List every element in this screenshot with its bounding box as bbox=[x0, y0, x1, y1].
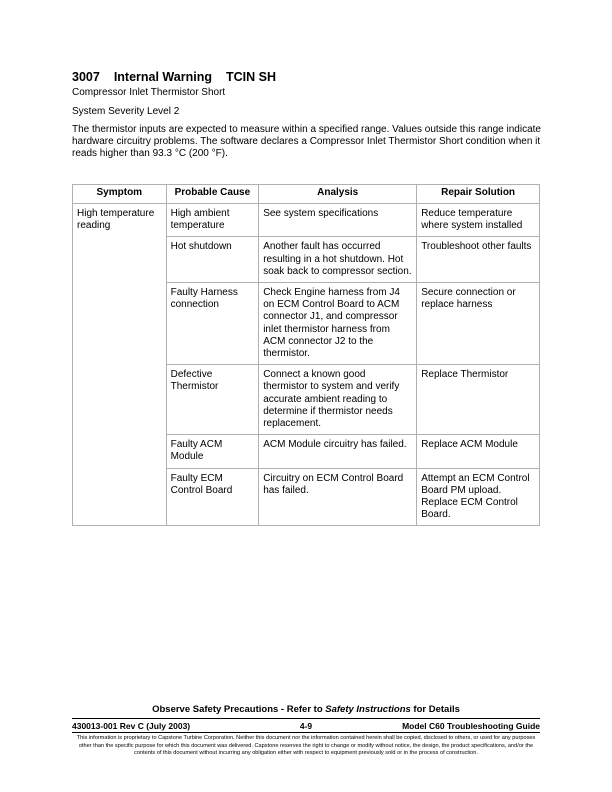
analysis-cell: Circuitry on ECM Control Board has failed. bbox=[259, 468, 417, 526]
symptom-cell: High temperature reading bbox=[73, 204, 167, 526]
footer-divider bbox=[72, 718, 540, 719]
fault-tag: TCIN SH bbox=[225, 70, 276, 84]
document-id: 430013-001 Rev C (July 2003) bbox=[72, 721, 191, 731]
analysis-cell: ACM Module circuitry has failed. bbox=[259, 435, 417, 468]
table-header-row bbox=[73, 185, 540, 204]
analysis-cell: Check Engine harness from J4 on ECM Control Board to ACM connector J1, and compressor inlet thermistor harness from ACM connector J2 to the thermistor. bbox=[259, 283, 417, 365]
fault-code: 3007 bbox=[72, 70, 100, 84]
troubleshooting-table bbox=[72, 184, 540, 526]
footer-divider-lower bbox=[72, 732, 540, 733]
solution-cell: Attempt an ECM Control Board PM upload. Replace ECM Control Board. bbox=[417, 468, 540, 526]
analysis-cell: Another fault has occurred resulting in a hot shutdown. Hot soak back to compressor section. bbox=[259, 237, 417, 283]
solution-cell: Reduce temperature where system installed bbox=[417, 204, 540, 237]
safety-notice bbox=[0, 704, 612, 715]
solution-cell: Replace ACM Module bbox=[417, 435, 540, 468]
solution-cell: Troubleshoot other faults bbox=[417, 237, 540, 283]
cause-cell: Faulty Harness connection bbox=[166, 283, 259, 365]
severity-level: System Severity Level 2 bbox=[72, 106, 180, 117]
cause-cell: Defective Thermistor bbox=[166, 365, 259, 435]
safety-prefix: Observe Safety Precautions - Refer to bbox=[152, 704, 326, 715]
section-heading bbox=[72, 70, 290, 84]
header-probable-cause: Probable Cause bbox=[166, 185, 259, 204]
header-repair-solution: Repair Solution bbox=[417, 185, 540, 204]
header-symptom: Symptom bbox=[73, 185, 167, 204]
safety-instructions-ref: Safety Instructions bbox=[325, 704, 411, 715]
fault-subtitle: Compressor Inlet Thermistor Short bbox=[72, 87, 226, 98]
safety-suffix: for Details bbox=[410, 704, 460, 715]
cause-cell: Hot shutdown bbox=[166, 237, 259, 283]
header-analysis: Analysis bbox=[259, 185, 417, 204]
guide-title: Model C60 Troubleshooting Guide bbox=[402, 721, 540, 731]
analysis-cell: Connect a known good thermistor to system and verify accurate ambient reading to determine if thermistor needs replacement. bbox=[259, 365, 417, 435]
solution-cell: Replace Thermistor bbox=[417, 365, 540, 435]
analysis-cell: See system specifications bbox=[259, 204, 417, 237]
solution-cell: Secure connection or replace harness bbox=[417, 283, 540, 365]
cause-cell: Faulty ACM Module bbox=[166, 435, 259, 468]
proprietary-notice: This information is proprietary to Capstone Turbine Corporation. Neither this document nor the information contained herein shall be copied, disclosed to others, or used for any purposes other than the specific purpose for which this document was delivered. Capstone reserves the right to change or modify without notice, the design, the product specifications, and/or the contents of this document without incurring any obligation either with respect to equipment previously sold or in the process of construction. bbox=[76, 735, 536, 757]
table-row bbox=[73, 204, 540, 237]
intro-paragraph: The thermistor inputs are expected to measure within a specified range. Values outside this range indicate hardware circuitry problems. The software declares a Compressor Inlet Thermistor Short condition when it reads higher than 93.3 °C (200 °F). bbox=[72, 124, 541, 160]
page-number: 4-9 bbox=[299, 721, 313, 731]
cause-cell: Faulty ECM Control Board bbox=[166, 468, 259, 526]
fault-title: Internal Warning bbox=[113, 70, 212, 84]
cause-cell: High ambient temperature bbox=[166, 204, 259, 237]
